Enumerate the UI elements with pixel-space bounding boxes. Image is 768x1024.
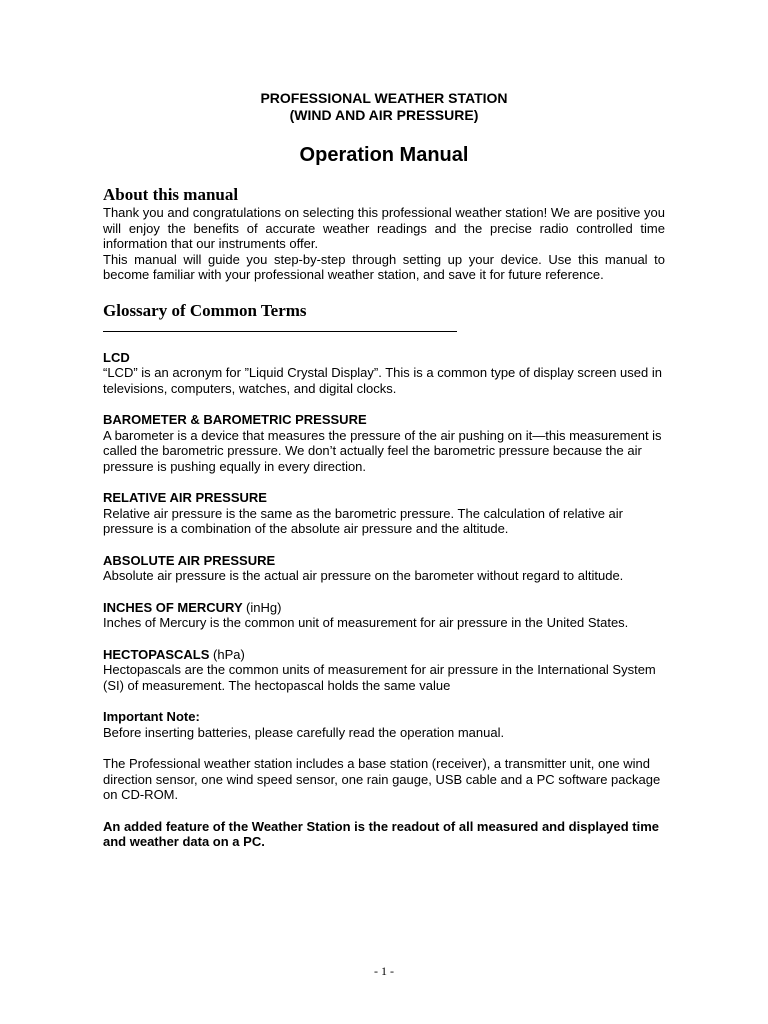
glossary-entry-inches-of-mercury (103, 600, 665, 631)
document-page (103, 90, 665, 850)
glossary-definition: Hectopascals are the common units of measurement for air pressure in the International System (SI) of measurement. The hectopascal holds the same value (103, 662, 656, 693)
important-note (103, 709, 665, 740)
glossary-term (103, 412, 665, 428)
glossary-heading: Glossary of Common Terms (103, 300, 307, 320)
glossary-entry-hectopascals (103, 647, 665, 694)
glossary-term (103, 350, 665, 366)
term-label: LCD (103, 349, 130, 365)
glossary-definition: A barometer is a device that measures the pressure of the air pushing on it—this measurement is called the barometric pressure. We don’t actually feel the barometric pressure because the air pressure is pushing equally in every direction. (103, 427, 662, 474)
glossary-definition: Absolute air pressure is the actual air pressure on the barometer without regard to altitude. (103, 568, 624, 583)
operation-manual-title: Operation Manual (299, 144, 469, 166)
glossary-term (103, 600, 665, 616)
about-heading: About this manual (103, 185, 239, 204)
pc-feature-paragraph: An added feature of the Weather Station is the readout of all measured and displayed time and weather data on a PC. (103, 818, 659, 849)
term-label: RELATIVE AIR PRESSURE (103, 490, 267, 505)
glossary-term (103, 647, 665, 663)
glossary-entry-lcd (103, 350, 665, 397)
term-unit: (hPa) (213, 646, 245, 662)
glossary-entry-absolute-air-pressure (103, 553, 665, 584)
page-number: - 1 - (374, 964, 394, 978)
term-label: ABSOLUTE AIR PRESSURE (103, 552, 276, 568)
term-label: INCHES OF MERCURY (103, 599, 243, 615)
document-title-line2: (WIND AND AIR PRESSURE) (289, 107, 479, 123)
glossary-divider (103, 331, 457, 332)
package-contents-paragraph: The Professional weather station includes a base station (receiver), a transmitter unit, one wind direction sensor, one wind speed sensor, one rain gauge, USB cable and a PC software package on CD-ROM. (103, 756, 661, 802)
important-note-text: Before inserting batteries, please carefully read the operation manual. (103, 724, 505, 740)
glossary-definition: “LCD” is an acronym for ”Liquid Crystal Display”. This is a common type of display screen used in televisions, computers, watches, and digital clocks. (103, 365, 662, 396)
term-label: HECTOPASCALS (103, 646, 210, 662)
glossary-term (103, 553, 665, 569)
about-paragraph-2: This manual will guide you step-by-step through setting up your device. Use this manual to become familiar with your professional weather station, and save it for future reference. (103, 251, 665, 282)
important-note-heading: Important Note: (103, 709, 200, 724)
glossary-term (103, 490, 665, 506)
glossary-definition: Relative air pressure is the same as the barometric pressure. The calculation of relative air pressure is a combination of the absolute air pressure and the altitude. (103, 505, 623, 536)
glossary-entry-relative-air-pressure (103, 490, 665, 537)
about-paragraph-1: Thank you and congratulations on selecting this professional weather station! We are positive you will enjoy the benefits of accurate weather readings and the precise radio controlled time information that our instruments offer. (103, 205, 665, 251)
document-title-line1: PROFESSIONAL WEATHER STATION (260, 90, 508, 106)
term-label: BAROMETER & BAROMETRIC PRESSURE (103, 412, 367, 427)
term-unit: (inHg) (246, 599, 282, 615)
glossary-entry-barometer (103, 412, 665, 474)
glossary-definition: Inches of Mercury is the common unit of measurement for air pressure in the United States. (103, 615, 629, 630)
